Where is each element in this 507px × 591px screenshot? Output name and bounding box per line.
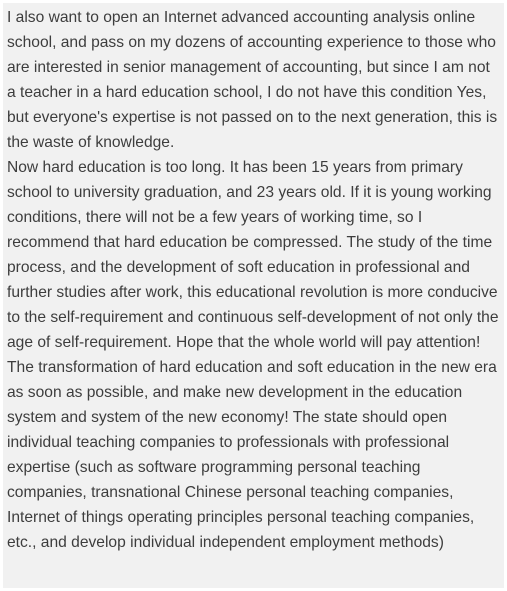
paragraph-2: Now hard education is too long. It has been 15 years from primary school to university graduation, and 23 years old. If it is young working conditions, there will not be a few years of working time, so I recommend that hard education be compressed. The study of the time process, and the development of soft education in professional and further studies after work, this educational revolution is more conducive to the self-requirement and continuous self-development of not only the age of self-requirement. Hope that the whole world will pay attention! The transformation of hard education and soft education in the new era as soon as possible, and make new development in the education system and system of the new economy! The state should open individual teaching companies to professionals with professional expertise (such as software programming personal teaching companies, transnational Chinese personal teaching companies, Internet of things operating principles personal teaching companies, etc., and develop individual independent employment methods) xyxy=(7,159,499,551)
paragraph-1: I also want to open an Internet advanced accounting analysis online school, and pass on my dozens of accounting experience to those who are interested in senior management of accounting, but since I am not a teacher in a hard education school, I do not have this condition Yes, but everyone's expertise is not passed on to the next generation, this is the waste of knowledge. xyxy=(7,9,498,151)
post-body xyxy=(3,3,504,588)
